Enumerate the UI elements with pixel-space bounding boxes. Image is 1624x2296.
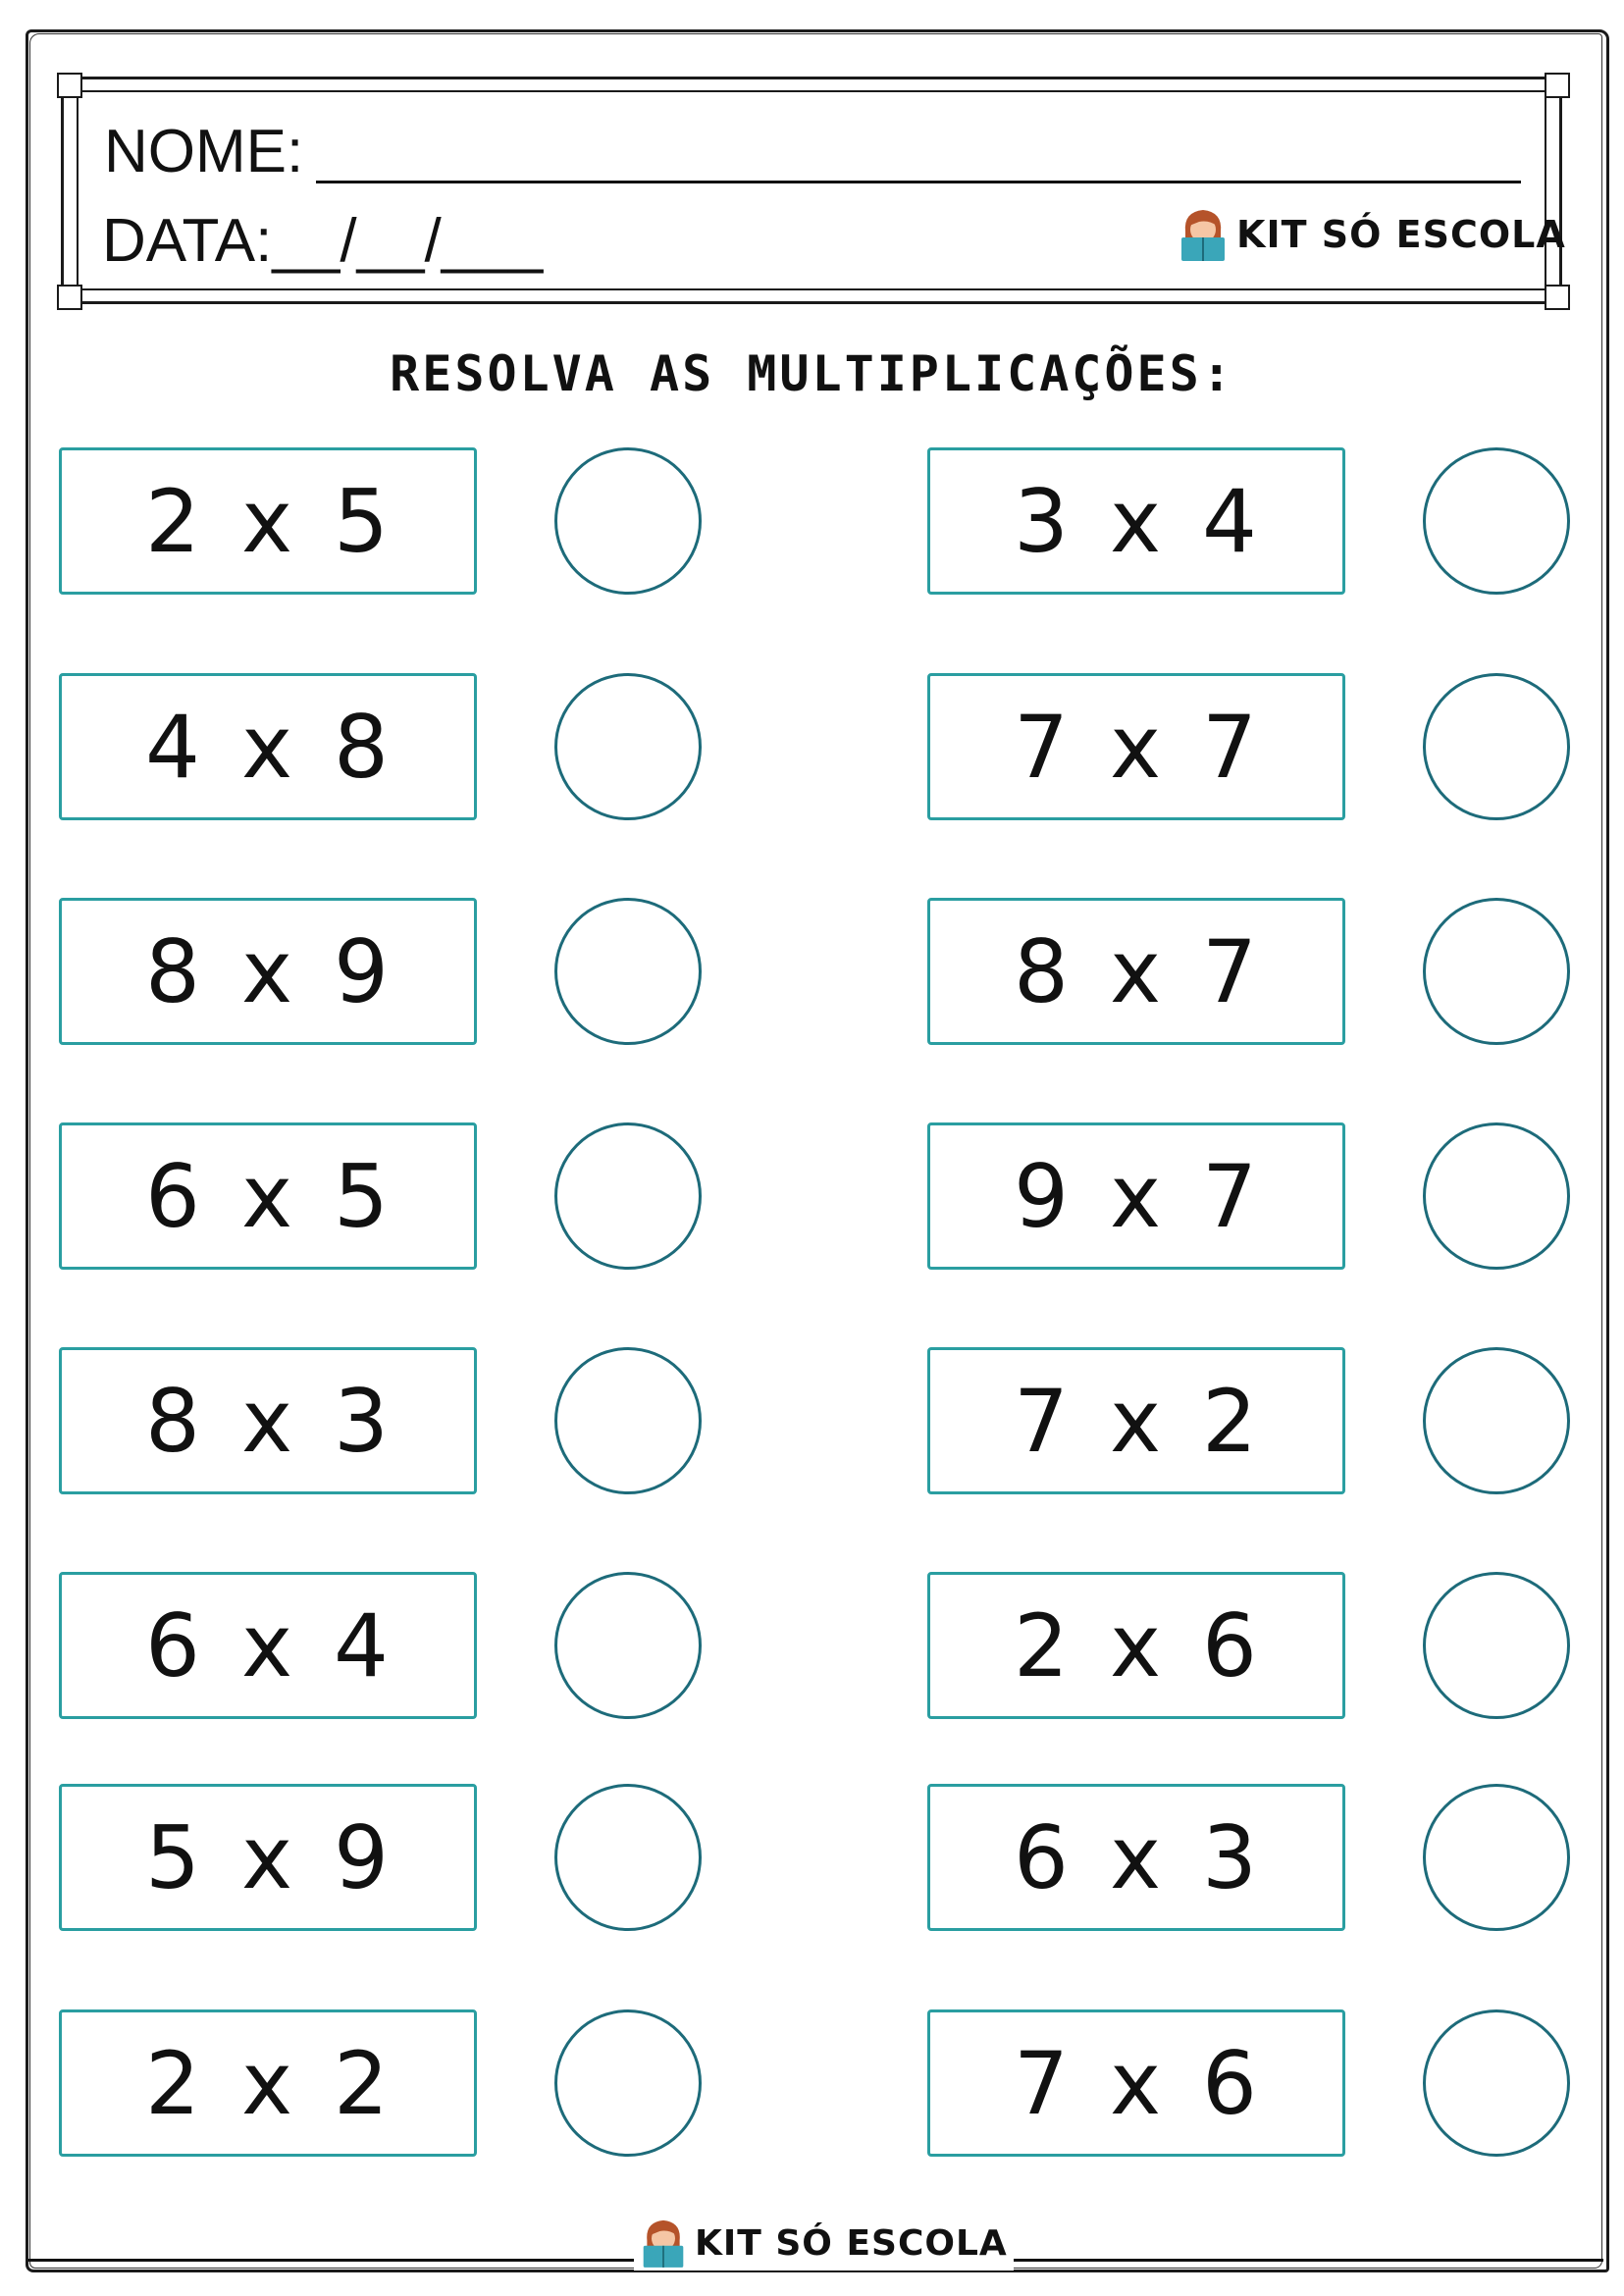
answer-circle[interactable] bbox=[1423, 898, 1570, 1045]
exercise-box bbox=[927, 2009, 1345, 2157]
name-input-line[interactable] bbox=[316, 181, 1521, 183]
header-corner bbox=[57, 285, 82, 310]
exercise-box bbox=[927, 898, 1345, 1045]
exercise-text: 7 x 2 bbox=[1014, 1370, 1259, 1472]
answer-circle[interactable] bbox=[1423, 447, 1570, 595]
exercise-text: 8 x 9 bbox=[145, 920, 391, 1022]
exercise-box bbox=[59, 447, 477, 595]
answer-circle[interactable] bbox=[554, 1122, 702, 1270]
header-corner bbox=[1545, 73, 1570, 98]
exercise-text: 6 x 3 bbox=[1014, 1806, 1259, 1908]
answer-circle[interactable] bbox=[554, 1784, 702, 1931]
exercise-text: 7 x 6 bbox=[1014, 2032, 1259, 2134]
exercise-text: 6 x 5 bbox=[145, 1145, 391, 1247]
exercise-box bbox=[927, 673, 1345, 820]
name-label: NOME: bbox=[104, 118, 304, 185]
exercise-text: 2 x 6 bbox=[1014, 1594, 1259, 1696]
exercise-text: 4 x 8 bbox=[145, 696, 391, 798]
header-corner bbox=[1545, 285, 1570, 310]
exercise-box bbox=[59, 1122, 477, 1270]
answer-circle[interactable] bbox=[1423, 673, 1570, 820]
footer-line-left bbox=[27, 2259, 636, 2262]
answer-circle[interactable] bbox=[1423, 2009, 1570, 2157]
exercise-text: 8 x 3 bbox=[145, 1370, 391, 1472]
exercise-text: 6 x 4 bbox=[145, 1594, 391, 1696]
instruction-title: RESOLVA AS MULTIPLICAÇÕES: bbox=[390, 345, 1234, 402]
exercise-text: 5 x 9 bbox=[145, 1806, 391, 1908]
exercise-box bbox=[59, 1572, 477, 1719]
footer-line-right bbox=[1003, 2259, 1603, 2262]
exercise-text: 7 x 7 bbox=[1014, 696, 1259, 798]
exercise-box bbox=[59, 1784, 477, 1931]
answer-circle[interactable] bbox=[554, 1347, 702, 1494]
answer-circle[interactable] bbox=[554, 673, 702, 820]
date-label: DATA:__/__/___ bbox=[102, 207, 544, 275]
exercise-text: 3 x 4 bbox=[1014, 470, 1259, 572]
answer-circle[interactable] bbox=[554, 2009, 702, 2157]
exercise-text: 2 x 2 bbox=[145, 2032, 391, 2134]
exercise-box bbox=[59, 898, 477, 1045]
footer-logo bbox=[634, 2216, 1014, 2270]
answer-circle[interactable] bbox=[554, 898, 702, 1045]
exercise-box bbox=[59, 2009, 477, 2157]
exercise-box bbox=[59, 1347, 477, 1494]
answer-circle[interactable] bbox=[1423, 1347, 1570, 1494]
header-corner bbox=[57, 73, 82, 98]
exercise-text: 2 x 5 bbox=[145, 470, 391, 572]
exercise-box bbox=[59, 673, 477, 820]
exercise-text: 8 x 7 bbox=[1014, 920, 1259, 1022]
answer-circle[interactable] bbox=[554, 1572, 702, 1719]
answer-circle[interactable] bbox=[1423, 1122, 1570, 1270]
girl-reading-book-icon bbox=[1178, 206, 1229, 263]
exercise-box bbox=[927, 1784, 1345, 1931]
exercise-box bbox=[927, 1347, 1345, 1494]
exercise-box bbox=[927, 1572, 1345, 1719]
logo-text: KIT SÓ ESCOLA bbox=[1236, 213, 1566, 256]
logo-text: KIT SÓ ESCOLA bbox=[695, 2222, 1008, 2264]
exercise-box bbox=[927, 1122, 1345, 1270]
answer-circle[interactable] bbox=[1423, 1784, 1570, 1931]
exercise-text: 9 x 7 bbox=[1014, 1145, 1259, 1247]
answer-circle[interactable] bbox=[1423, 1572, 1570, 1719]
header-logo bbox=[1178, 206, 1566, 263]
answer-circle[interactable] bbox=[554, 447, 702, 595]
girl-reading-book-icon bbox=[640, 2216, 687, 2270]
exercise-box bbox=[927, 447, 1345, 595]
